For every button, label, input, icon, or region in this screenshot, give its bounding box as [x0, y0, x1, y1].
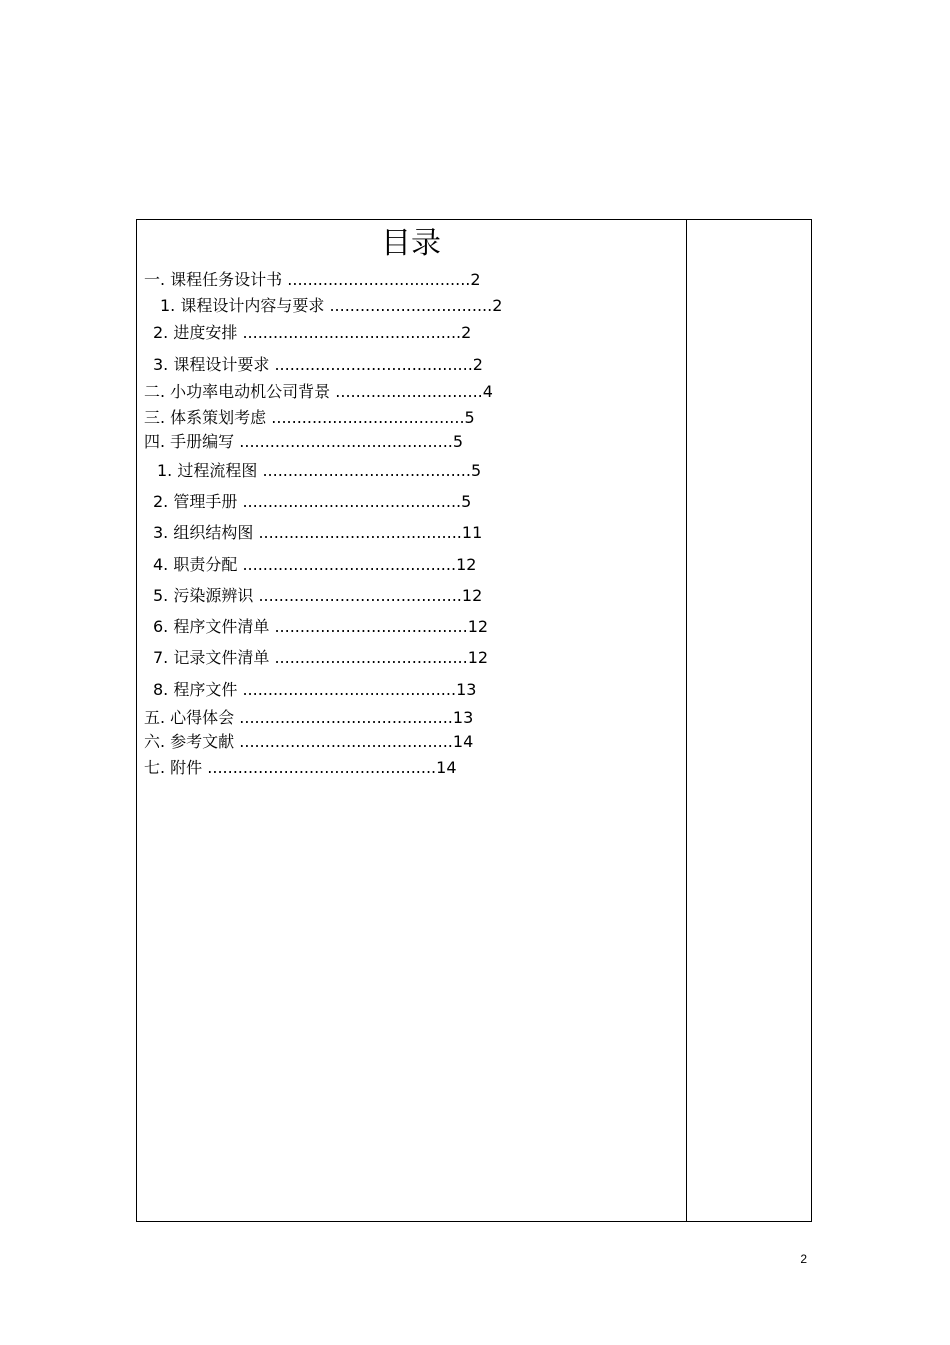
toc-entry-label: 七. 附件 [144, 758, 203, 777]
toc-entry [144, 408, 475, 428]
toc-entry [153, 617, 488, 637]
toc-entry [153, 648, 488, 668]
toc-entry-leader: ........................................... [237, 492, 462, 511]
toc-entry-leader: ...................................... [269, 617, 468, 636]
toc-entry [153, 355, 483, 375]
toc-title: 目录 [381, 226, 441, 261]
toc-entry-label: 二. 小功率电动机公司背景 [144, 382, 331, 401]
toc-entry [153, 555, 476, 575]
page-number: 2 [800, 1252, 807, 1266]
toc-entry-page: 14 [436, 758, 457, 777]
toc-entry [153, 586, 482, 606]
toc-entry-leader: .......................................... [234, 708, 453, 727]
toc-entry [160, 296, 502, 316]
toc-entry [144, 270, 481, 290]
toc-entry [157, 461, 481, 481]
toc-entry-label: 三. 体系策划考虑 [144, 408, 267, 427]
toc-entry-label: 2. 进度安排 [153, 323, 238, 342]
toc-entry-label: 7. 记录文件清单 [153, 648, 270, 667]
toc-entry [144, 758, 457, 778]
toc-entry-page: 4 [482, 382, 493, 401]
toc-entry-label: 5. 污染源辨识 [153, 586, 254, 605]
toc-entry-leader: ....................................... [269, 355, 473, 374]
toc-entry-leader: ................................ [324, 296, 493, 315]
toc-entry-leader: .......................................... [237, 555, 457, 574]
toc-entry-page: 12 [456, 555, 477, 574]
toc-entry-leader: .......................................... [234, 732, 453, 751]
toc-entry-label: 6. 程序文件清单 [153, 617, 270, 636]
toc-entry-label: 3. 组织结构图 [153, 523, 254, 542]
toc-entry-page: 12 [467, 648, 489, 667]
toc-entry-leader: ...................................... [269, 648, 468, 667]
toc-entry-page: 13 [456, 680, 477, 699]
toc-entry-page: 13 [452, 708, 474, 727]
toc-entry-page: 2 [492, 296, 503, 315]
toc-entry-page: 2 [472, 355, 483, 374]
toc-entry [144, 732, 473, 752]
toc-entry-label: 1. 课程设计内容与要求 [160, 296, 325, 315]
toc-entry-leader: ............................. [330, 382, 483, 401]
toc-entry-label: 2. 管理手册 [153, 492, 238, 511]
toc-entry-page: 5 [461, 492, 472, 511]
toc-entry-label: 1. 过程流程图 [157, 461, 258, 480]
toc-entry-page: 12 [461, 586, 483, 605]
toc-entry-leader: .......................................... [234, 432, 453, 451]
toc-entry [144, 432, 463, 452]
toc-entry-label: 4. 职责分配 [153, 555, 238, 574]
toc-entry-label: 8. 程序文件 [153, 680, 238, 699]
toc-entry-page: 14 [452, 732, 474, 751]
toc-entry [144, 708, 473, 728]
toc-entry-label: 3. 课程设计要求 [153, 355, 270, 374]
toc-entry-leader: ........................................... [237, 323, 462, 342]
toc-entry-leader: ...................................... [266, 408, 465, 427]
toc-entry-page: 5 [470, 461, 482, 480]
toc-entry-label: 四. 手册编写 [144, 432, 235, 451]
toc-entry-page: 2 [470, 270, 481, 289]
toc-entry [144, 382, 493, 402]
toc-entry-leader: ............................................. [202, 758, 437, 777]
toc-entry [153, 323, 471, 343]
toc-entry-leader: .................................... [282, 270, 471, 289]
toc-entry-page: 11 [461, 523, 483, 542]
toc-entry-page: 5 [452, 432, 464, 451]
toc-entry-leader: ......................................... [257, 461, 471, 480]
toc-entry-label: 一. 课程任务设计书 [144, 270, 283, 289]
column-divider [686, 219, 687, 1222]
toc-entry-label: 五. 心得体会 [144, 708, 235, 727]
toc-entry [153, 523, 482, 543]
toc-entry [153, 492, 471, 512]
toc-entry-label: 六. 参考文献 [144, 732, 235, 751]
toc-entry-leader: ........................................ [253, 586, 462, 605]
toc-entry-page: 12 [467, 617, 489, 636]
toc-entry-page: 2 [461, 323, 472, 342]
toc-entry-leader: .......................................... [237, 680, 457, 699]
toc-entry [153, 680, 476, 700]
toc-entry-page: 5 [464, 408, 475, 427]
toc-entry-leader: ........................................ [253, 523, 462, 542]
